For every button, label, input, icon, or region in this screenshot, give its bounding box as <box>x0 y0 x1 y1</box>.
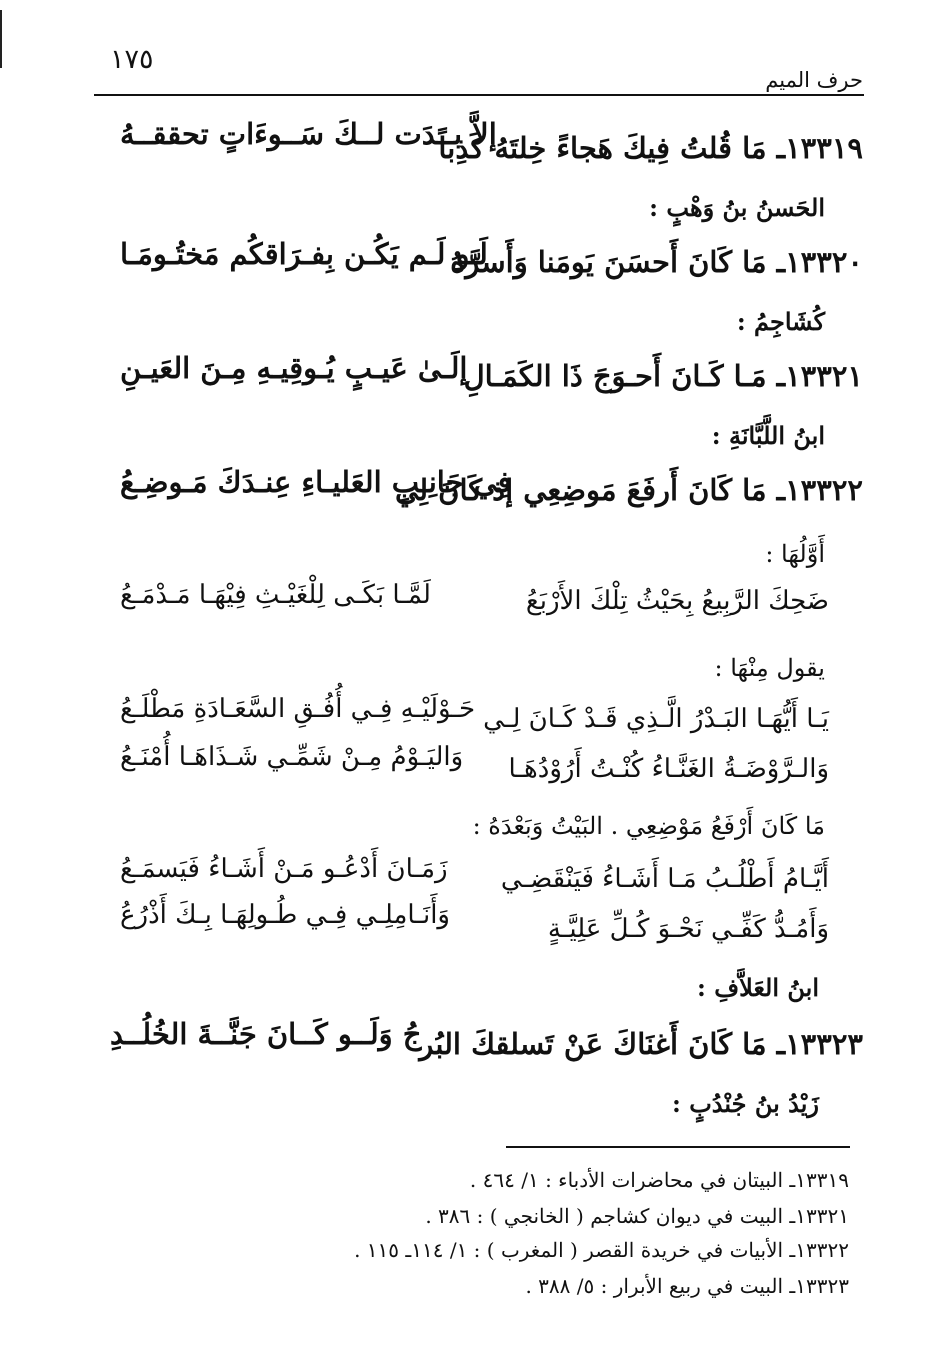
verse-second-hemistich: وَأَنَـامِلِـي فِـي طُـولِهَـا بِـكَ أَذْرُعُ <box>120 900 450 930</box>
section-note: يقول مِنْهَا : <box>714 654 825 682</box>
verse-first-hemistich: ١٣٣٢٢ـ مَا كَانَ أَرفَعَ مَوضِعِي إذ كَانَ لِي <box>395 473 863 507</box>
verse-first-hemistich: وَالـرَّوْضَـةُ الغَنَّـاءُ كُنْـتُ أَرُوْدُهَـا <box>508 754 829 784</box>
verse-first-hemistich: أَيَّـامُ أَطْلُـبُ مَـا أَشَـاءُ فَيَنْقَضِـي <box>500 864 829 894</box>
footnote-rule <box>506 1146 850 1148</box>
footnote: ١٣٣٢٣ـ البيت في ربيع الأبرار : ٥/ ٣٨٨ . <box>525 1274 849 1298</box>
verse-first-hemistich: ضَحِكَ الرَّبِيعُ بِحَيْثُ تِلْكَ الأَرْبَعُ <box>525 586 829 616</box>
header-rule <box>94 94 864 96</box>
section-note: مَا كَانَ أَرْفَعُ مَوْضِعِي . البَيْتُ وَبَعْدَهُ : <box>472 812 825 840</box>
footnote: ١٣٣١٩ـ البيتان في محاضرات الأدباء : ١/ ٤٦٤ . <box>469 1168 849 1192</box>
verse-second-hemistich: وَاليَـوْمُ مِـنْ شَمِّـي شَـذَاهَـا أُمْنَـعُ <box>120 742 464 772</box>
verse-second-hemistich: إلَـىٰ عَيـبٍ يُـوقِيـهِ مِـنَ العَيـنِ <box>120 351 468 385</box>
verse-first-hemistich: ١٣٣١٩ـ مَا قُلتُ فِيكَ هَجاءً خِلتَهُ كَذِباً <box>438 131 863 165</box>
verse-second-hemistich: لَـو لَـم يَكُـن بِفـرَاقكُم مَختُـومَـا <box>120 237 488 271</box>
verse-second-hemistich: زَمَـانَ أَدْعُـو مَـنْ أَشَـاءُ فَيَسمَـعُ <box>120 854 448 884</box>
footnote: ١٣٣٢١ـ البيت في ديوان كشاجم ( الخانجي ) : ٣٨٦ . <box>425 1204 849 1228</box>
verse-first-hemistich: وَأَمُـدُّ كَفِّـي نَحْـوَ كُـلِّ عَلِيَّـةٍ <box>547 914 829 944</box>
poet-name: زَيْدُ بنُ جُنْدُبٍ : <box>671 1089 819 1118</box>
poet-name: ابنُ اللَّبَّانَةِ : <box>711 421 825 450</box>
margin-rule <box>0 10 2 68</box>
verse-second-hemistich: جُ وَلَــو كَــانَ جَنَّــةَ الخُلُــدِ <box>110 1017 422 1051</box>
section-note: أَوَّلُهَا : <box>765 540 825 568</box>
poet-name: ابنُ العَلاَّفِ : <box>697 973 819 1002</box>
footnote: ١٣٣٢٢ـ الأبيات في خريدة القصر ( المغرب ) : ١/ ١١٤ـ ١١٥ . <box>354 1238 849 1262</box>
verse-second-hemistich: حَـوْلَيْـهِ فِـي أُفُـقِ السَّعَـادَةِ مَطْلَـعُ <box>120 694 476 724</box>
page-number: ١٧٥ <box>110 44 154 75</box>
verse-first-hemistich: ١٣٣٢٣ـ مَا كَانَ أَغنَاكَ عَنْ تَسلقكَ البُر <box>419 1027 863 1061</box>
verse-first-hemistich: يَـا أَيُّهَـا البَـدْرُ الَّـذِي قَـدْ كَـانَ لِـي <box>483 704 829 734</box>
poet-name: الحَسنُ بنُ وَهْبٍ : <box>649 193 825 222</box>
verse-first-hemistich: ١٣٣٢١ـ مَـا كَـانَ أَحـوَجَ ذَا الكَمَـالِ <box>463 359 863 393</box>
verse-second-hemistich: إلاَّ بــدَت لــكَ سَــوءَاتٍ تحققــهُ <box>120 117 497 151</box>
verse-first-hemistich: ١٣٣٢٠ـ مَا كَانَ أَحسَنَ يَومَنا وَأَسرَّهُ <box>450 245 863 279</box>
running-title: حرف الميم <box>765 68 863 92</box>
verse-second-hemistich: فِي جَانِـبِ العَليـاءِ عِنـدَكَ مَـوضِـعُ <box>120 465 512 499</box>
poet-name: كُشَاجِمُ : <box>736 307 825 336</box>
verse-second-hemistich: لَمَّـا بَكَـى لِلْغَيْـثِ فِيْهَـا مَـدْمَـعُ <box>120 580 431 610</box>
